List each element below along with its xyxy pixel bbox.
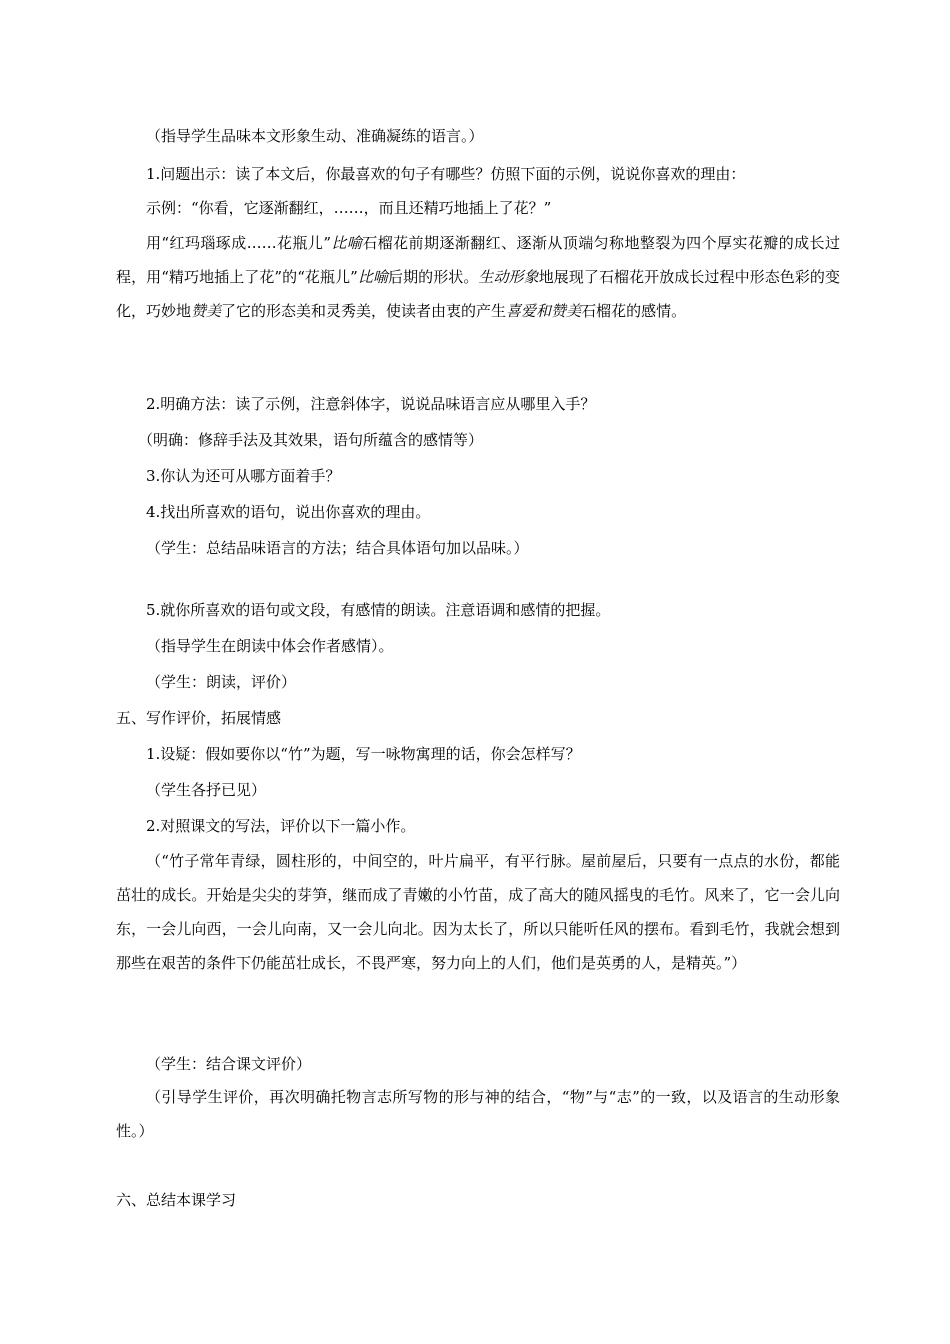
guidance-note-2: （指导学生在朗读中体会作者感情）。	[146, 637, 394, 655]
example-analysis: 用“红玛瑙琢成……花瓶儿”比喻石榴花前期逐渐翻红、逐渐从顶端匀称地整裂为四个厚实花瓣的成长过程，用“精巧地插上了花”的“花瓶儿”比喻后期的形状。生动形象地展现了石榴花开放成长过程中形态色彩的变化，巧妙地赞美了它的形态美和灵秀美，使读者由衷的产生喜爱和赞美石榴花的感情。	[116, 234, 840, 320]
student-note-1: （学生：总结品味语言的方法；结合具体语句加以品味。）	[146, 539, 529, 557]
example-sentence: 示例：“你看，它逐渐翻红，……，而且还精巧地插上了花？”	[146, 199, 552, 217]
guidance-note: （指导学生品味本文形象生动、准确凝练的语言。）	[146, 127, 484, 145]
guidance-note-3: （引导学生评价，再次明确托物言志所写物的形与神的结合，“物”与“志”的一致，以及语言的生动形象性。）	[116, 1088, 840, 1140]
question-2: 2.明确方法：读了示例，注意斜体字，说说品味语言应从哪里入手？	[146, 395, 596, 413]
writing-question-1: 1.设疑：假如要你以“竹”为题，写一咏物寓理的话，你会怎样写？	[146, 745, 581, 763]
sample-essay: （“竹子常年青绿，圆柱形的，中间空的，叶片扁平，有平行脉。屋前屋后，只要有一点点的水份，都能茁壮的成长。开始是尖尖的芽笋，继而成了青嫩的小竹苗，成了高大的随风摇曳的毛竹。风来了，它一会儿向东，一会儿向西，一会儿向南，又一会儿向北。因为太长了，所以只能听任风的摆布。看到毛竹，我就会想到那些在艰苦的条件下仍能茁壮成长，不畏严寒，努力向上的人们，他们是英勇的人，是精英。”）	[116, 852, 840, 972]
question-3: 3.你认为还可从哪方面着手？	[146, 467, 341, 485]
section-5-heading: 五、写作评价，拓展情感	[116, 709, 282, 727]
question-4: 4.找出所喜欢的语句，说出你喜欢的理由。	[146, 503, 431, 521]
student-note-4: （学生：结合课文评价）	[146, 1055, 312, 1073]
question-1: 1.问题出示：读了本文后，你最喜欢的句子有哪些？仿照下面的示例，说说你喜欢的理由：	[146, 165, 746, 183]
student-note-2: （学生：朗读，评价）	[146, 673, 297, 691]
student-note-3: （学生各抒已见）	[146, 781, 267, 799]
question-5: 5.就你所喜欢的语句或文段，有感情的朗读。注意语调和感情的把握。	[146, 601, 611, 619]
writing-question-2: 2.对照课文的写法，评价以下一篇小作。	[146, 817, 416, 835]
section-6-heading: 六、总结本课学习	[116, 1191, 237, 1209]
clarification-note: （明确：修辞手法及其效果，语句所蕴含的感情等）	[138, 431, 484, 449]
